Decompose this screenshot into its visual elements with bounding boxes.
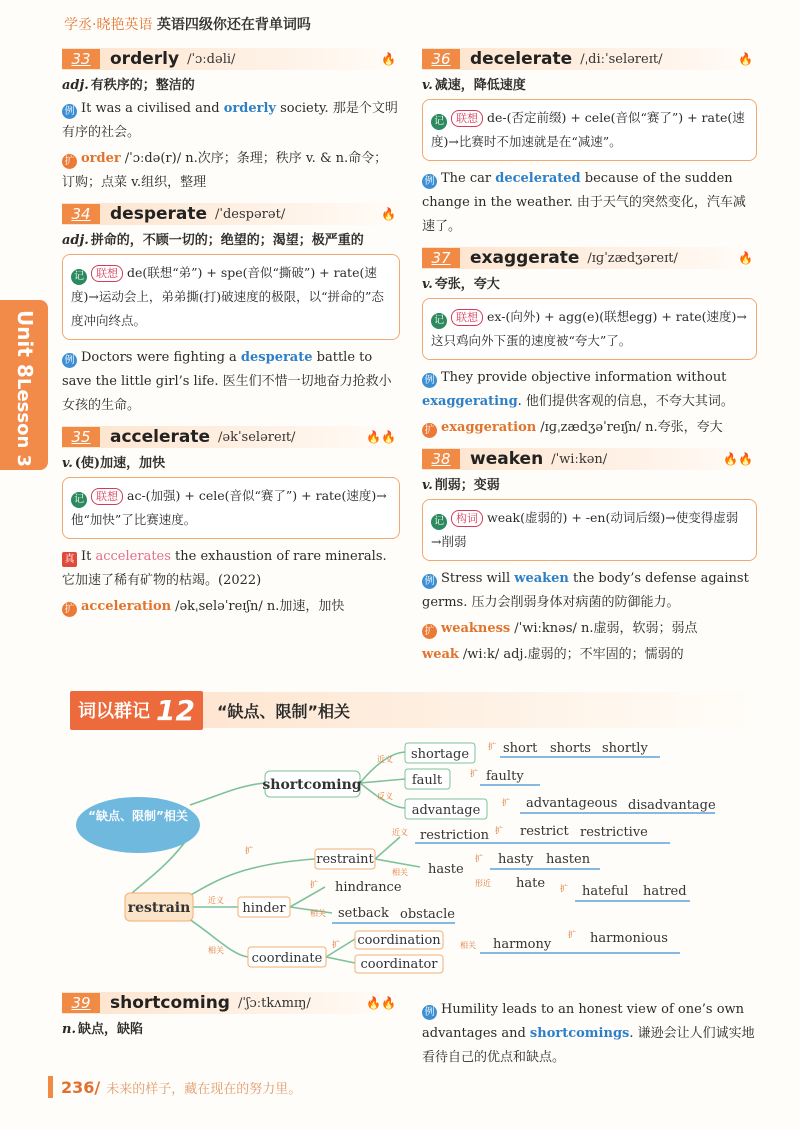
- example-icon: 例: [62, 353, 77, 368]
- frequency-icon: 🔥🔥: [723, 452, 753, 466]
- word-shorts: shorts: [550, 741, 591, 756]
- headword: exaggerate: [470, 248, 580, 268]
- relation-label: 相关: [208, 946, 224, 955]
- phonetic: /ɪɡˈzædʒəreɪt/: [587, 250, 678, 266]
- word-hatred: hatred: [643, 884, 687, 899]
- extend-label: 扩: [560, 884, 568, 893]
- relation-label: 近义: [392, 828, 408, 837]
- memory-tip: 记 联想 de(联想“弟”) + spe(音似“撕破”) + rate(速度)→运动会上，弟弟撕(打)破速度的极限，以“拼命的”态度冲向终点。: [62, 254, 400, 340]
- footer-motto: 未来的样子，藏在现在的努力里。: [106, 1081, 302, 1097]
- obstacle-label: obstacle: [400, 907, 455, 922]
- example-icon: 例: [422, 174, 437, 189]
- center-label: “缺点、限制”相关: [88, 809, 188, 823]
- hindrance-label: hindrance: [335, 880, 402, 895]
- relation-label: 相关: [310, 909, 326, 918]
- memory-tip: 记 联想 de-(否定前缀) + cele(音似“赛了”) + rate(速度)→比赛时不加速就是在“减速”。: [422, 99, 757, 161]
- word-header: [62, 992, 400, 1014]
- coordination-label: coordination: [357, 933, 441, 948]
- left-column: [62, 48, 400, 627]
- coordinator-label: coordinator: [360, 957, 438, 972]
- harmonious-label: harmonious: [590, 931, 668, 946]
- extend-label: 扩: [332, 940, 340, 949]
- word-header: [62, 48, 400, 70]
- relation-label: 近义: [208, 896, 224, 905]
- exam-icon: 真: [62, 552, 77, 567]
- restrain-label: restrain: [127, 900, 191, 916]
- extend-icon: 扩: [422, 624, 437, 639]
- word-group-banner: [70, 692, 750, 728]
- memory-tip: 记 构词 weak(虚弱的) + -en(动词后缀)→使变得虚弱→削弱: [422, 499, 757, 561]
- definition: v. 削弱；变弱: [422, 478, 500, 493]
- example-sentence: 例 They provide objective information without exaggerating. 他们提供客观的信息，不夸大其词。: [422, 370, 734, 409]
- word-number: 34: [62, 204, 100, 224]
- relation-label: 相关: [460, 941, 476, 950]
- memory-tip: 记 联想 ex-(向外) + agg(e)(联想egg) + rate(速度)→这只鸡向外下蛋的速度被“夸大”了。: [422, 298, 757, 360]
- example-icon: 例: [422, 373, 437, 388]
- book-subtitle: 英语四级你还在背单词吗: [156, 17, 311, 33]
- group-title: “缺点、限制”相关: [216, 701, 351, 721]
- word-header: [422, 48, 757, 70]
- word-header: [62, 203, 400, 225]
- shortcoming-label: shortcoming: [262, 777, 362, 793]
- headword: decelerate: [470, 49, 573, 69]
- word-number: 36: [422, 49, 460, 69]
- word-number: 37: [422, 248, 460, 268]
- word-entry-shortcoming: [62, 992, 400, 1041]
- word-hasten: hasten: [546, 852, 591, 867]
- memory-tag: 联想: [91, 265, 123, 282]
- word-entry-desperate: [62, 203, 400, 418]
- page-header: [64, 14, 311, 34]
- word-entry-orderly: [62, 48, 400, 195]
- unit-label: Unit 8: [13, 310, 37, 378]
- fault-label: fault: [411, 773, 443, 788]
- word-advantageous: advantageous: [526, 796, 618, 811]
- extend-icon: 扩: [422, 423, 437, 438]
- frequency-icon: 🔥🔥: [366, 430, 396, 444]
- word-shortly: shortly: [602, 741, 648, 756]
- word-header: [62, 426, 400, 448]
- advantage-label: advantage: [411, 803, 481, 818]
- phonetic: /ˈwiːkən/: [551, 451, 608, 467]
- restriction-label: restriction: [420, 828, 490, 843]
- memory-icon: 记: [431, 514, 447, 530]
- word-header: [422, 247, 757, 269]
- memory-icon: 记: [431, 114, 447, 130]
- center-node: [76, 797, 200, 853]
- setback-label: setback: [338, 906, 389, 921]
- memory-tag: 联想: [91, 488, 123, 505]
- word-disadvantage: disadvantage: [628, 798, 716, 813]
- hinder-label: hinder: [242, 901, 286, 916]
- shortage-label: shortage: [410, 747, 470, 762]
- word-number: 39: [62, 993, 100, 1013]
- haste-label: haste: [428, 862, 464, 877]
- example-sentence: 例 Humility leads to an honest view of one’s own advantages and shortcomings. 谦逊会让人们诚实地看待自己的优点和缺点。: [422, 1002, 755, 1065]
- memory-icon: 记: [71, 492, 87, 508]
- frequency-icon: 🔥: [381, 207, 396, 221]
- word-entry-accelerate: [62, 426, 400, 619]
- word-entry-decelerate: [422, 48, 757, 239]
- unit-side-tab: [0, 300, 48, 470]
- definition: v. 减速，降低速度: [422, 78, 526, 93]
- extend-label: 扩: [470, 769, 478, 778]
- word-entry-weaken: [422, 448, 757, 667]
- word-number: 38: [422, 449, 460, 469]
- word-short: short: [503, 741, 538, 756]
- relation-label: 近义: [377, 755, 393, 764]
- word-number: 35: [62, 427, 100, 447]
- extend-label: 扩: [488, 742, 496, 751]
- extend-label: 扩: [568, 930, 576, 939]
- word-number: 33: [62, 49, 100, 69]
- hate-label: hate: [516, 876, 546, 891]
- frequency-icon: 🔥: [738, 251, 753, 265]
- mind-map: [70, 735, 730, 980]
- example-icon: 例: [422, 574, 437, 589]
- derivative: 扩 order /ˈɔːdə(r)/ n.次序；条理；秩序 v. & n.命令；订购；点菜 v.组织，整理: [62, 151, 388, 190]
- headword: accelerate: [110, 427, 211, 447]
- derivative: weak /wiːk/ adj.虚弱的；不牢固的；懦弱的: [422, 647, 684, 662]
- memory-tag: 联想: [451, 110, 483, 127]
- example-sentence: 例 Doctors were fighting a desperate battle to save the little girl’s life. 医生们不惜一切地奋力抢救小女孩的生命。: [62, 350, 392, 413]
- extend-icon: 扩: [62, 154, 77, 169]
- word-restrict: restrict: [520, 824, 569, 839]
- word-faulty: faulty: [486, 769, 524, 784]
- page-footer: [48, 1076, 301, 1098]
- example-icon: 例: [62, 104, 77, 119]
- headword: shortcoming: [110, 993, 230, 1013]
- group-label: 词以群记 12: [70, 691, 203, 730]
- phonetic: /ˈɔːdəli/: [187, 51, 236, 67]
- derivative: 扩 exaggeration /ɪɡˌzædʒəˈreɪʃn/ n.夸张，夸大: [422, 416, 757, 440]
- example-icon: 例: [422, 1005, 437, 1020]
- word-hateful: hateful: [582, 884, 629, 899]
- headword: orderly: [110, 49, 180, 69]
- brand: 学丞·晓艳英语: [64, 17, 153, 33]
- extend-label: 扩: [495, 826, 503, 835]
- example-sentence: 例 It was a civilised and orderly society. 那是个文明有序的社会。: [62, 101, 398, 140]
- memory-tip: 记 联想 ac-(加强) + cele(音似“赛了”) + rate(速度)→他“加快”了比赛速度。: [62, 477, 400, 539]
- memory-icon: 记: [71, 269, 87, 285]
- derivative: 扩 weakness /ˈwiːknəs/ n.虚弱，软弱；弱点: [422, 617, 757, 641]
- shortcoming-example: [422, 996, 757, 1072]
- definition: n. 缺点，缺陷: [62, 1022, 143, 1037]
- extend-label: 扩: [310, 880, 318, 889]
- extend-label: 扩: [245, 846, 253, 855]
- extend-label: 扩: [502, 798, 510, 807]
- frequency-icon: 🔥🔥: [366, 996, 396, 1010]
- phonetic: /ˈdespərət/: [215, 206, 286, 222]
- right-column: [422, 48, 757, 675]
- headword: weaken: [470, 449, 544, 469]
- harmony-label: harmony: [493, 937, 552, 952]
- frequency-icon: 🔥: [381, 52, 396, 66]
- frequency-icon: 🔥: [738, 52, 753, 66]
- coordinate-label: coordinate: [251, 951, 323, 966]
- definition: v. (使)加速，加快: [62, 456, 166, 471]
- word-entry-exaggerate: [422, 247, 757, 440]
- derivative: 扩 acceleration /əkˌseləˈreɪʃn/ n.加速，加快: [62, 595, 400, 619]
- relation-label: 形近: [475, 879, 491, 888]
- page-number: 236/: [61, 1077, 101, 1097]
- definition: v. 夸张，夸大: [422, 277, 500, 292]
- word-header: [422, 448, 757, 470]
- relation-label: 相关: [392, 868, 408, 877]
- word-hasty: hasty: [498, 852, 534, 867]
- restraint-label: restraint: [316, 852, 374, 867]
- extend-icon: 扩: [62, 602, 77, 617]
- exam-sentence: 真 It accelerates the exhaustion of rare minerals. 它加速了稀有矿物的枯竭。(2022): [62, 549, 387, 588]
- extend-label: 扩: [475, 854, 483, 863]
- memory-tag: 联想: [451, 309, 483, 326]
- phonetic: /əkˈseləreɪt/: [218, 429, 296, 445]
- lesson-label: Lesson 3: [13, 378, 34, 468]
- headword: desperate: [110, 204, 208, 224]
- memory-tag: 构词: [451, 510, 483, 527]
- phonetic: /ˈʃɔːtkʌmɪŋ/: [237, 995, 311, 1011]
- phonetic: /ˌdiːˈseləreɪt/: [580, 51, 663, 67]
- memory-icon: 记: [431, 313, 447, 329]
- example-sentence: 例 The car decelerated because of the sudden change in the weather. 由于天气的突然变化，汽车减速了。: [422, 171, 746, 234]
- definition: adj. 拼命的，不顾一切的；绝望的；渴望；极严重的: [62, 233, 364, 248]
- definition: adj. 有秩序的；整洁的: [62, 78, 195, 93]
- word-restrictive: restrictive: [580, 825, 648, 840]
- relation-label: 反义: [377, 792, 393, 801]
- example-sentence: 例 Stress will weaken the body’s defense against germs. 压力会削弱身体对病菌的防御能力。: [422, 571, 749, 610]
- footer-bar: [48, 1076, 53, 1098]
